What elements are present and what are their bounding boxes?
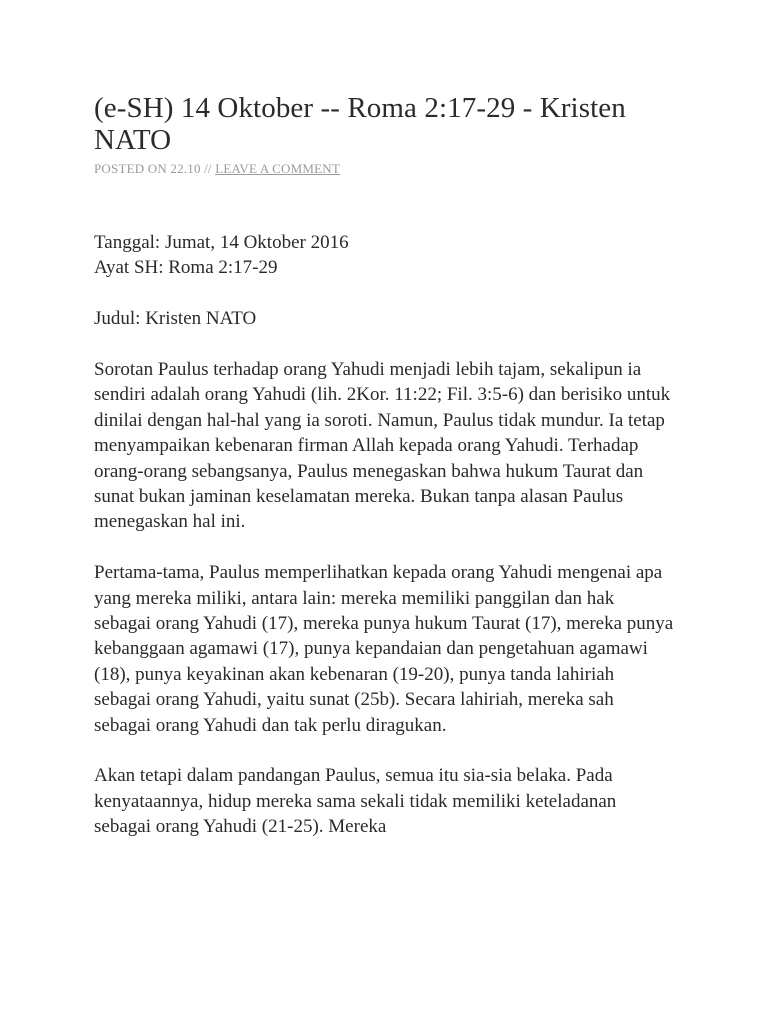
body-paragraph-2: Pertama-tama, Paulus memperlihatkan kepada orang Yahudi mengenai apa yang mereka miliki, antara lain: mereka memiliki panggilan dan hak sebagai orang Yahudi (17), mereka punya hukum Taurat (17), mereka punya kebanggaan agamawi (17), punya kepandaian dan pengetahuan agamawi (18), punya keyakinan akan kebenaran (19-20), punya tanda lahiriah sebagai orang Yahudi, yaitu sunat (25b). Secara lahiriah, mereka sah sebagai orang Yahudi dan tak perlu diragukan. [94, 562, 674, 736]
post-title: (e-SH) 14 Oktober -- Roma 2:17-29 - Kristen NATO [94, 92, 626, 156]
post-body [94, 230, 674, 840]
body-paragraph-1: Sorotan Paulus terhadap orang Yahudi menjadi lebih tajam, sekalipun ia sendiri adalah orang Yahudi (lih. 2Kor. 11:22; Fil. 3:5-6) dan berisiko untuk dinilai dengan hal-hal yang ia soroti. Namun, Paulus tidak mundur. Ia tetap menyampaikan kebenaran firman Allah kepada orang Yahudi. Terhadap orang-orang sebangsanya, Paulus menegaskan bahwa hukum Taurat dan sunat bukan jaminan keselamatan mereka. Bukan tanpa alasan Paulus menegaskan hal ini. [94, 359, 671, 533]
heading-line: Judul: Kristen NATO [94, 308, 257, 330]
blog-post [94, 92, 674, 865]
body-paragraph-3: Akan tetapi dalam pandangan Paulus, semua itu sia-sia belaka. Pada kenyataannya, hidup mereka sama sekali tidak memiliki keteladanan sebagai orang Yahudi (21-25). Mereka [94, 765, 617, 838]
meta-separator: // [204, 161, 212, 176]
verse-line: Ayat SH: Roma 2:17-29 [94, 257, 278, 279]
date-line: Tanggal: Jumat, 14 Oktober 2016 [94, 232, 349, 253]
posted-time: 22.10 [170, 161, 201, 176]
post-meta [94, 161, 674, 177]
leave-comment-link[interactable]: LEAVE A COMMENT [215, 161, 341, 176]
post-info-block [94, 230, 674, 281]
posted-on-label: POSTED ON [94, 161, 167, 176]
